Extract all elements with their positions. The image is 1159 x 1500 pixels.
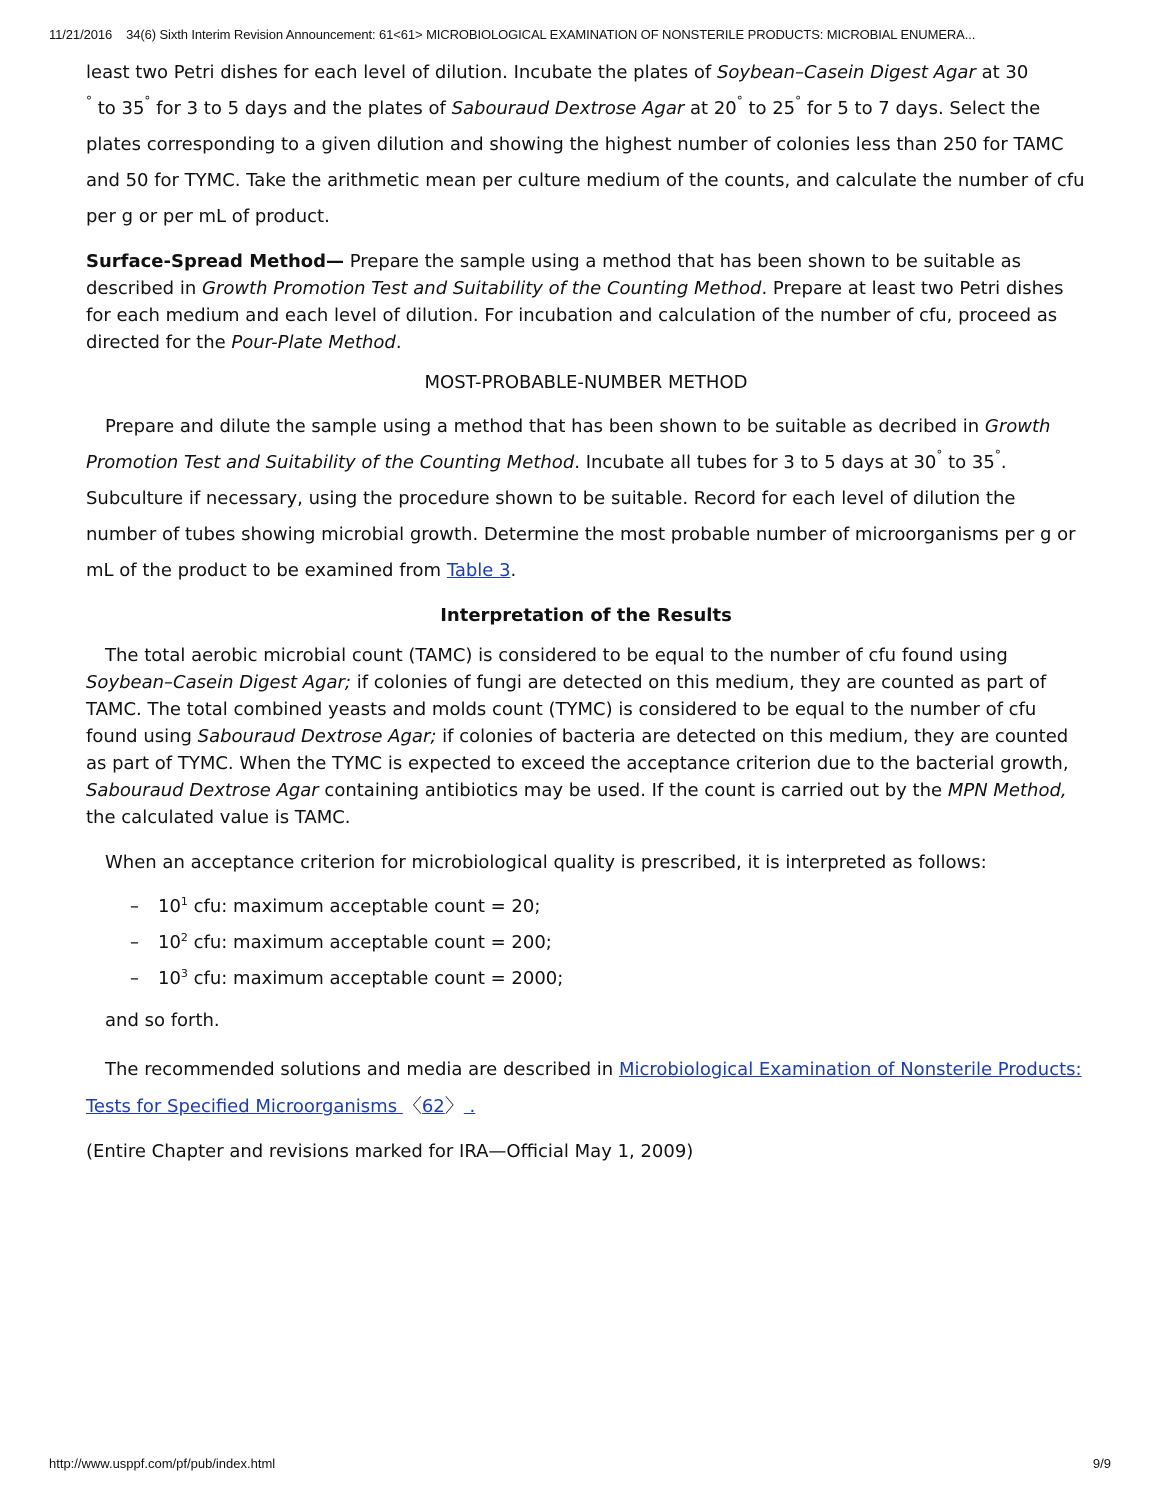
text: at 30 <box>975 62 1029 83</box>
degree-symbol: ° <box>86 94 92 108</box>
text: cfu: maximum acceptable count = 200; <box>187 932 552 953</box>
text: to 35 <box>92 98 145 119</box>
text: . Subculture if necessary, using the procedure shown to be suitable. Record for each level of dilution the number of tubes showing microbial growth. Determine the most probable number of microorganisms per g or mL of the product to be examined from <box>86 452 1076 581</box>
dash-bullet: – <box>130 932 139 953</box>
exponent: 2 <box>180 931 188 944</box>
degree-symbol: ° <box>936 448 943 462</box>
text: if colonies of bacteria are detected on this medium, they are counted as part of TYMC. When the TYMC is expected to exceed the acceptance criterion due to the bacterial growth, <box>86 726 1069 774</box>
mpn-heading: MOST-PROBABLE-NUMBER METHOD <box>424 372 748 393</box>
degree-symbol: ° <box>144 94 151 108</box>
text: to 25 <box>742 98 796 119</box>
left-angle-bracket: 〈 <box>402 1095 422 1117</box>
text: cfu: maximum acceptable count = 2000; <box>187 968 564 989</box>
footer-url: http://www.usppf.com/pf/pub/index.html <box>49 1456 276 1471</box>
text: The total aerobic microbial count (TAMC) is considered to be equal to the number of cfu found using <box>105 645 1008 666</box>
degree-symbol: ° <box>994 448 1001 462</box>
closing-note: (Entire Chapter and revisions marked for IRA—Official May 1, 2009) <box>86 1141 694 1162</box>
italic-term: Sabouraud Dextrose Agar <box>86 780 319 801</box>
text: The recommended solutions and media are described in <box>105 1059 619 1080</box>
page-number: 9/9 <box>1092 1456 1111 1471</box>
pour-plate-paragraph <box>86 55 1086 235</box>
italic-term: Pour-Plate Method <box>231 332 396 353</box>
italic-term: Soybean–Casein Digest Agar <box>716 62 976 83</box>
text: 10 <box>158 932 181 953</box>
text: 10 <box>158 968 181 989</box>
list-item <box>130 925 1086 961</box>
degree-symbol: ° <box>795 94 802 108</box>
header-date: 11/21/2016 <box>49 27 113 42</box>
list-item <box>130 961 1086 997</box>
page-header <box>49 27 1119 42</box>
interpretation-paragraph <box>86 642 1086 831</box>
document-body <box>86 55 1086 1178</box>
italic-term: Growth Promotion Test and Suitability of the Counting Method <box>86 416 1051 473</box>
header-title: 34(6) Sixth Interim Revision Announcement: 61<61> MICROBIOLOGICAL EXAMINATION OF NONSTERILE PRODUCTS: MICROBIAL ENUMERA... <box>126 27 976 42</box>
exponent: 1 <box>180 895 188 908</box>
degree-symbol: ° <box>736 94 743 108</box>
italic-term: Sabouraud Dextrose Agar; <box>197 726 437 747</box>
text: . Prepare at least two Petri dishes for each medium and each level of dilution. For incubation and calculation of the number of cfu, proceed as directed for the <box>86 278 1064 353</box>
interpretation-heading: Interpretation of the Results <box>440 605 732 626</box>
list-item <box>130 889 1086 925</box>
page-footer <box>49 1456 1111 1471</box>
section-label: Surface-Spread Method— <box>86 251 345 272</box>
text: cfu: maximum acceptable count = 20; <box>187 896 541 917</box>
text: . Incubate all tubes for 3 to 5 days at 30 <box>574 452 937 473</box>
italic-term: MPN Method, <box>947 780 1067 801</box>
chapter-62-number-link[interactable]: 62 <box>421 1096 445 1117</box>
text: for 5 to 7 days. Select the plates corresponding to a given dilution and showing the highest number of colonies less than 250 for TAMC and 50 for TYMC. Take the arithmetic mean per culture medium of the counts, and calculate the number of cfu per g or per mL of product. <box>86 98 1085 227</box>
text: containing antibiotics may be used. If the count is carried out by the <box>318 780 948 801</box>
text: for 3 to 5 days and the plates of <box>150 98 452 119</box>
mpn-paragraph <box>86 409 1086 589</box>
dash-bullet: – <box>130 968 139 989</box>
criterion-intro: When an acceptance criterion for microbiological quality is prescribed, it is interpreted as follows: <box>105 852 987 873</box>
recommend-paragraph <box>86 1052 1086 1125</box>
chapter-62-link[interactable]: Microbiological Examination of Nonsterile Products: Tests for Specified Microorganisms <box>86 1059 1082 1117</box>
and-so-forth: and so forth. <box>105 1010 220 1031</box>
table-3-link[interactable]: Table 3 <box>446 560 511 581</box>
italic-term: Sabouraud Dextrose Agar <box>451 98 685 119</box>
criterion-list <box>86 889 1086 997</box>
text: the calculated value is TAMC. <box>86 807 351 828</box>
text: least two Petri dishes for each level of dilution. Incubate the plates of <box>86 62 717 83</box>
text: 10 <box>158 896 181 917</box>
text: to 35 <box>948 452 995 473</box>
exponent: 3 <box>180 967 188 980</box>
surface-spread-paragraph <box>86 248 1086 356</box>
text: if colonies of fungi are detected on this medium, they are counted as part of TAMC. The total combined yeasts and molds count (TYMC) is considered to be equal to the number of cfu found using <box>86 672 1047 747</box>
trailing-link[interactable]: . <box>463 1096 476 1117</box>
text: at 20 <box>684 98 737 119</box>
text: Prepare the sample using a method that has been shown to be suitable as described in <box>86 251 1022 299</box>
italic-term: Growth Promotion Test and Suitability of the Counting Method <box>201 278 762 299</box>
right-angle-bracket: 〉 <box>444 1095 464 1117</box>
text: . <box>510 560 517 581</box>
text: . <box>395 332 402 353</box>
dash-bullet: – <box>130 896 139 917</box>
italic-term: Soybean–Casein Digest Agar; <box>86 672 351 693</box>
text: Prepare and dilute the sample using a method that has been shown to be suitable as decribed in <box>105 416 985 437</box>
